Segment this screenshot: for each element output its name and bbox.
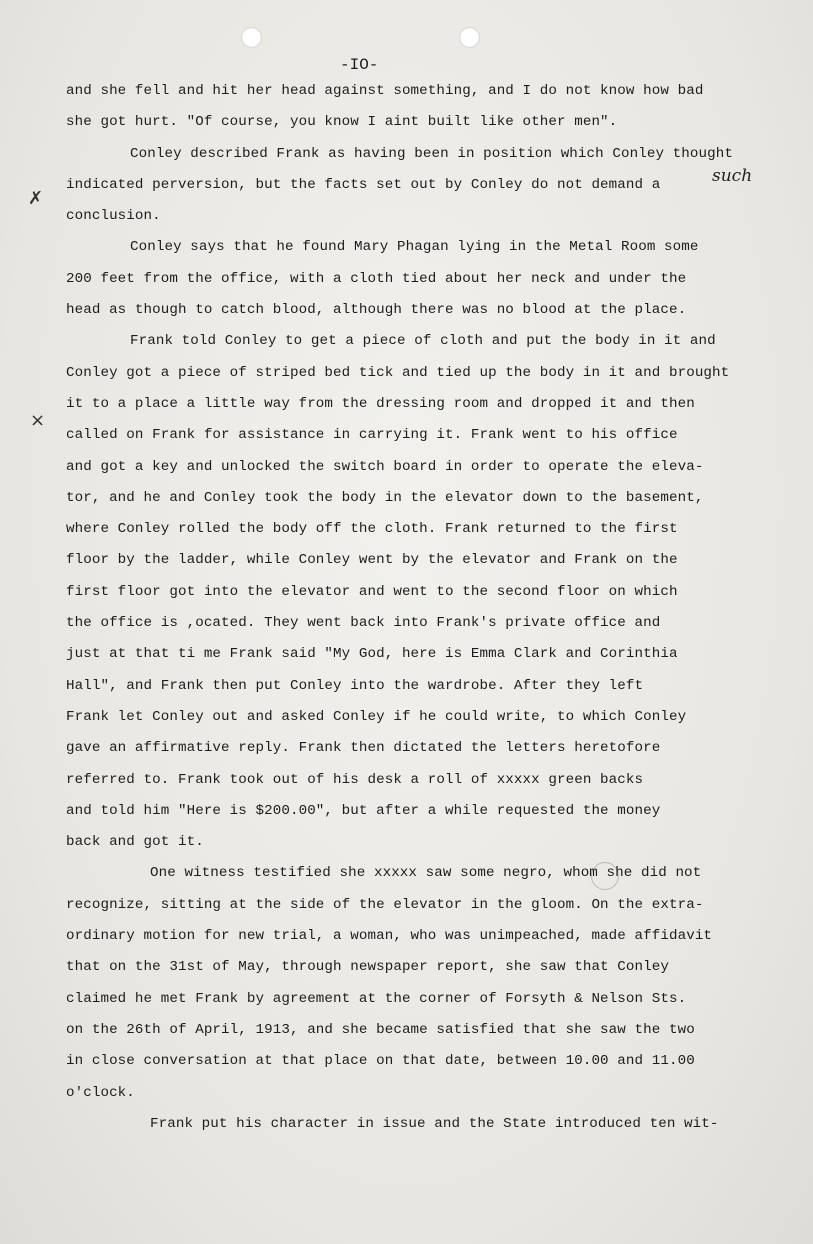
text-line: it to a place a little way from the dressing room and dropped it and then (66, 395, 695, 412)
text-line: gave an affirmative reply. Frank then dictated the letters heretofore (66, 740, 661, 757)
text-line: and got a key and unlocked the switch board in order to operate the eleva- (66, 458, 704, 475)
text-line: Frank put his character in issue and the State introduced ten wit- (150, 1115, 719, 1132)
text-line: Conley says that he found Mary Phagan lying in the Metal Room some (130, 239, 699, 256)
text-line: the office is ,ocated. They went back into Frank's private office and (66, 615, 661, 632)
text-line: ordinary motion for new trial, a woman, who was unimpeached, made affidavit (66, 928, 713, 945)
text-line: and she fell and hit her head against something, and I do not know how bad (66, 83, 704, 99)
text-line: tor, and he and Conley took the body in the elevator down to the basement, (66, 489, 704, 506)
text-line: first floor got into the elevator and went to the second floor on which (66, 583, 678, 600)
margin-x-mark: × (30, 410, 46, 431)
text-line: and told him "Here is $200.00", but after a while requested the money (66, 802, 661, 819)
text-line: Frank told Conley to get a piece of cloth and put the body in it and (130, 333, 716, 350)
punch-hole-right (459, 27, 480, 48)
text-line: just at that ti me Frank said "My God, here is Emma Clark and Corinthia (66, 646, 678, 663)
margin-check-mark: ✗ (28, 188, 44, 209)
text-line: Conley got a piece of striped bed tick and tied up the body in it and brought (66, 364, 730, 381)
text-line: One witness testified she xxxxx saw some negro, whom she did not (150, 865, 702, 882)
text-line: conclusion. (66, 208, 161, 225)
text-line: head as though to catch blood, although there was no blood at the place. (66, 302, 687, 319)
text-line: o'clock. (66, 1084, 135, 1101)
text-line: on the 26th of April, 1913, and she became satisfied that she saw the two (66, 1021, 695, 1038)
text-line: Frank let Conley out and asked Conley if he could write, to which Conley (66, 708, 687, 725)
text-line: floor by the ladder, while Conley went by the elevator and Frank on the (66, 552, 678, 569)
text-line: that on the 31st of May, through newspaper report, she saw that Conley (66, 959, 669, 976)
text-line: she got hurt. "Of course, you know I aint built like other men". (66, 114, 618, 131)
punch-hole-left (241, 27, 262, 48)
text-line: where Conley rolled the body off the cloth. Frank returned to the first (66, 521, 678, 538)
handwritten-insertion: such (712, 166, 753, 186)
text-line: Conley described Frank as having been in position which Conley thought (130, 145, 733, 162)
text-line: in close conversation at that place on that date, between 10.00 and 11.00 (66, 1053, 695, 1070)
text-line: referred to. Frank took out of his desk a roll of xxxxx green backs (66, 771, 644, 788)
text-line: claimed he met Frank by agreement at the corner of Forsyth & Nelson Sts. (66, 990, 687, 1007)
text-line: called on Frank for assistance in carrying it. Frank went to his office (66, 427, 678, 444)
text-line: recognize, sitting at the side of the elevator in the gloom. On the extra- (66, 896, 704, 913)
text-line: Hall", and Frank then put Conley into the wardrobe. After they left (66, 677, 644, 694)
page-number: -IO- (340, 56, 379, 74)
document-body (66, 76, 806, 1140)
text-line: 200 feet from the office, with a cloth tied about her neck and under the (66, 270, 687, 287)
text-line: back and got it. (66, 834, 204, 851)
text-line: indicated perversion, but the facts set out by Conley do not demand a (66, 176, 661, 193)
